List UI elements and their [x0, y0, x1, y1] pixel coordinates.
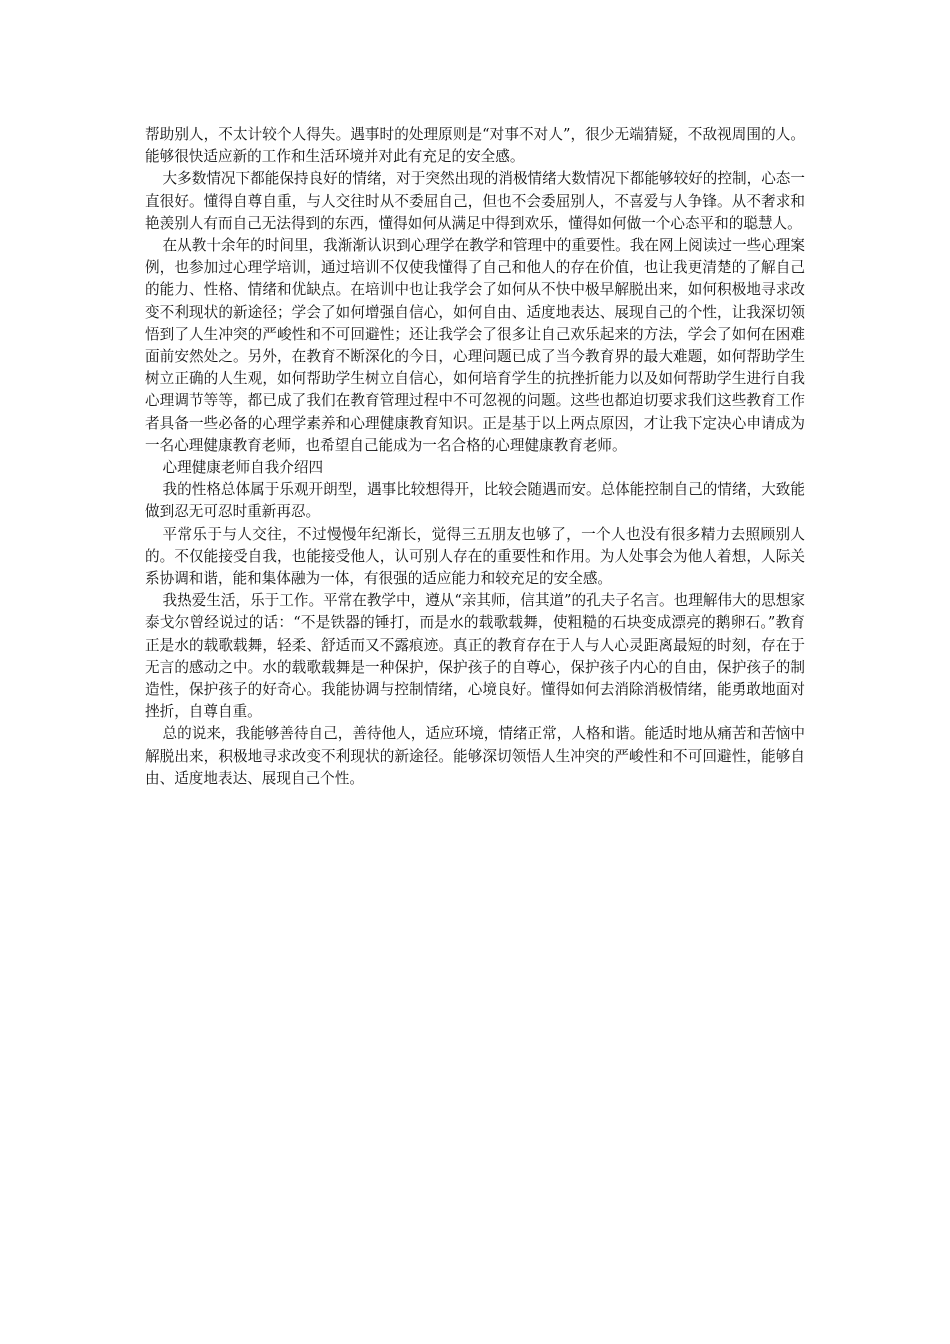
paragraph-6: 我热爱生活，乐于工作。平常在教学中，遵从“亲其师，信其道”的孔夫子名言。也理解伟大的思想家泰戈尔曾经说过的话：“不是铁器的锤打，而是水的载歌载舞，使粗糙的石块变成漂亮的鹅卵石。”教育正是水的载歌载舞，轻柔、舒适而又不露痕迹。真正的教育存在于人与人心灵距离最短的时刻，存在于无言的感动之中。水的载歌载舞是一种保护，保护孩子的自尊心，保护孩子内心的自由，保护孩子的制造性，保护孩子的好奇心。我能协调与控制情绪，心境良好。懂得如何去消除消极情绪，能勇敢地面对挫折，自尊自重。	[145, 592, 805, 721]
document-body	[145, 124, 805, 790]
paragraph-7: 总的说来，我能够善待自己，善待他人，适应环境，情绪正常，人格和谐。能适时地从痛苦和苦恼中解脱出来，积极地寻求改变不利现状的新途径。能够深切领悟人生冲突的严峻性和不可回避性，能够自由、适度地表达、展现自己个性。	[145, 725, 805, 787]
paragraph-3: 在从教十余年的时间里，我渐渐认识到心理学在教学和管理中的重要性。我在网上阅读过一些心理案例，也参加过心理学培训，通过培训不仅使我懂得了自己和他人的存在价值，也让我更清楚的了解自己的能力、性格、情绪和优缺点。在培训中也让我学会了如何从不快中极早解脱出来，如何积极地寻求改变不利现状的新途径；学会了如何增强自信心，如何自由、适度地表达、展现自己的个性，让我深切领悟到了人生冲突的严峻性和不可回避性；还让我学会了很多让自己欢乐起来的方法，学会了如何在困难面前安然处之。另外，在教育不断深化的今日，心理问题已成了当今教育界的最大难题，如何帮助学生树立正确的人生观，如何帮助学生树立自信心，如何培育学生的抗挫折能力以及如何帮助学生进行自我心理调节等等，都已成了我们在教育管理过程中不可忽视的问题。这些也都迫切要求我们这些教育工作者具备一些必备的心理学素养和心理健康教育知识。正是基于以上两点原因，才让我下定决心申请成为一名心理健康教育老师，也希望自己能成为一名合格的心理健康教育老师。	[145, 237, 805, 454]
paragraph-1: 帮助别人，不太计较个人得失。遇事时的处理原则是“对事不对人”，很少无端猜疑，不敌视周围的人。能够很快适应新的工作和生活环境并对此有充足的安全感。	[145, 126, 805, 166]
paragraph-2: 大多数情况下都能保持良好的情绪，对于突然出现的消极情绪大数情况下都能够较好的控制，心态一直很好。懂得自尊自重，与人交往时从不委屈自己，但也不会委屈别人，不喜爱与人争锋。从不奢求和艳羡别人有而自己无法得到的东西，懂得如何从满足中得到欢乐，懂得如何做一个心态平和的聪慧人。	[145, 170, 805, 232]
section-heading: 心理健康老师自我介绍四	[162, 459, 324, 477]
paragraph-5: 平常乐于与人交往，不过慢慢年纪渐长，觉得三五朋友也够了，一个人也没有很多精力去照顾别人的。不仅能接受自我，也能接受他人，认可别人存在的重要性和作用。为人处事会为他人着想，人际关系协调和谐，能和集体融为一体，有很强的适应能力和较充足的安全感。	[145, 525, 805, 588]
paragraph-4: 我的性格总体属于乐观开朗型，遇事比较想得开，比较会随遇而安。总体能控制自己的情绪，大致能做到忍无可忍时重新再忍。	[145, 481, 805, 521]
